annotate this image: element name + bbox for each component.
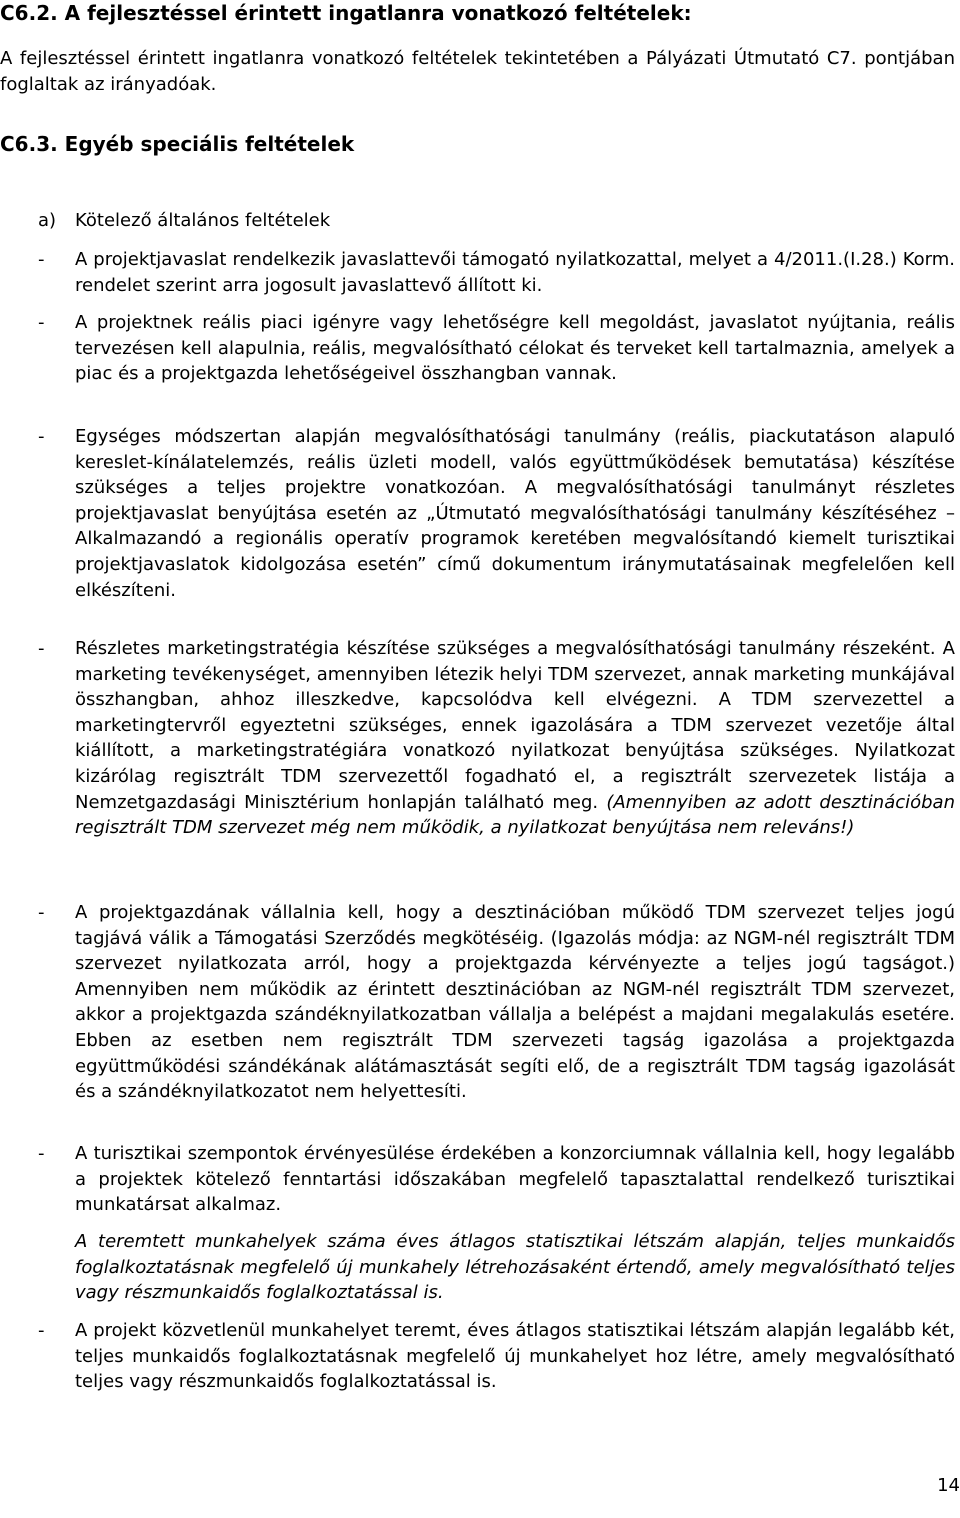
list-item-text-block [75,636,955,841]
list-item-dash: - [38,249,45,270]
section-heading-c62: C6.2. A fejlesztéssel érintett ingatlanra vonatkozó feltételek: [0,1,692,25]
subsection-a-marker: a) [38,210,57,231]
section-heading-c63: C6.3. Egyéb speciális feltételek [0,132,355,156]
italic-note: A teremtett munkahelyek száma éves átlagos statisztikai létszám alapján, teljes munkaidős foglalkoztatásnak megfelelő új munkahely létrehozásaként értendő, amely megvalósítható teljes vagy részmunkaidős foglalkoztatással is. [75,1231,955,1304]
list-item-dash: - [38,426,45,447]
list-item-italic-note: (Amennyiben az adott desztinációban regisztrált TDM szervezet még nem működik, a nyilatkozat benyújtása nem releváns!) [75,791,955,839]
list-item-dash: - [38,1143,45,1164]
page-number: 14 [937,1475,960,1496]
list-item-text: A projektgazdának vállalnia kell, hogy a desztinációban működő TDM szervezet teljes jogú tagjává válik a Támogatási Szerződés megkötéséig. (Igazolás módja: az NGM-nél regisztrált TDM szervezet nyilatkozata arról, hogy a projektgazda kérvényezte a teljes jogú tagságot.) Amennyiben nem működik az érintett desztinációban az NGM-nél regisztrált TDM szervezet, akkor a projektgazda szándéknyilatkozatban vállalja a belépést a majdani megalakulás esetére. Ebben az esetben nem regisztrált TDM szervezeti tagság igazolása a projektgazda együttműködési szándékának alátámasztását segíti elő, de a regisztrált TDM tagság igazolását és a szándéknyilatkozatot nem helyettesíti. [75,902,955,1103]
list-item-dash: - [38,312,45,333]
list-item-text: A projekt közvetlenül munkahelyet teremt, éves átlagos statisztikai létszám alapján legalább két, teljes munkaidős foglalkoztatásnak megfelelő új munkahelyet hoz létre, amely megvalósítható teljes vagy részmunkaidős foglalkoztatással is. [75,1320,955,1393]
list-item-text: A projektnek reális piaci igényre vagy lehetőségre kell megoldást, javaslatot nyújtania, reális tervezésen kell alapulnia, reális, megvalósítható célokat és terveket kell tartalmaznia, amelyek a piac és a projektgazda lehetőségeivel összhangban vannak. [75,312,955,385]
list-item-text: Részletes marketingstratégia készítése szükséges a megvalósíthatósági tanulmány részeként. A marketing tevékenységet, amennyiben létezik helyi TDM szervezet, annak marketing munkájával összhangban, ahhoz illeszkedve, kapcsolódva kell elvégezni. A TDM szervezettel a marketingtervről egyeztetni szükséges, ennek igazolására a TDM szervezet vezetője által kiállított, a marketingstratégiára vonatkozó nyilatkozat benyújtása szükséges. Nyilatkozat kizárólag regisztrált TDM szervezettől fogadható el, a regisztrált szervezetek listája a Nemzetgazdasági Minisztérium honlapján található meg. [75,638,955,813]
list-item-dash: - [38,902,45,923]
list-item-dash: - [38,638,45,659]
list-item-text: A projektjavaslat rendelkezik javaslattevői támogató nyilatkozattal, melyet a 4/2011.(I.28.) Korm. rendelet szerint arra jogosult javaslattevő állított ki. [75,249,955,296]
list-item-dash: - [38,1320,45,1341]
subsection-a-title: Kötelező általános feltételek [75,210,331,231]
list-item-text: A turisztikai szempontok érvényesülése érdekében a konzorciumnak vállalnia kell, hogy legalább a projektek kötelező fenntartási időszakában megfelelő tapasztalattal rendelkező turisztikai munkatársat alkalmaz. [75,1143,955,1216]
paragraph-c62: A fejlesztéssel érintett ingatlanra vonatkozó feltételek tekintetében a Pályázati Útmutató C7. pontjában foglaltak az irányadóak. [0,48,955,95]
list-item-text: Egységes módszertan alapján megvalósíthatósági tanulmány (reális, piackutatáson alapuló kereslet-kínálatelemzés, reális üzleti modell, valós együttműködések bemutatása) készítése szükséges a teljes projektre vonatkozóan. A megvalósíthatósági tanulmányt részletes projektjavaslat benyújtása esetén az „Útmutató megvalósíthatósági tanulmány készítéséhez – Alkalmazandó a regionális operatív programok keretében megvalósítandó kiemelt turisztikai projektjavaslatok kidolgozása esetén” című dokumentum iránymutatásainak megfelelően kell elkészíteni. [75,426,955,601]
